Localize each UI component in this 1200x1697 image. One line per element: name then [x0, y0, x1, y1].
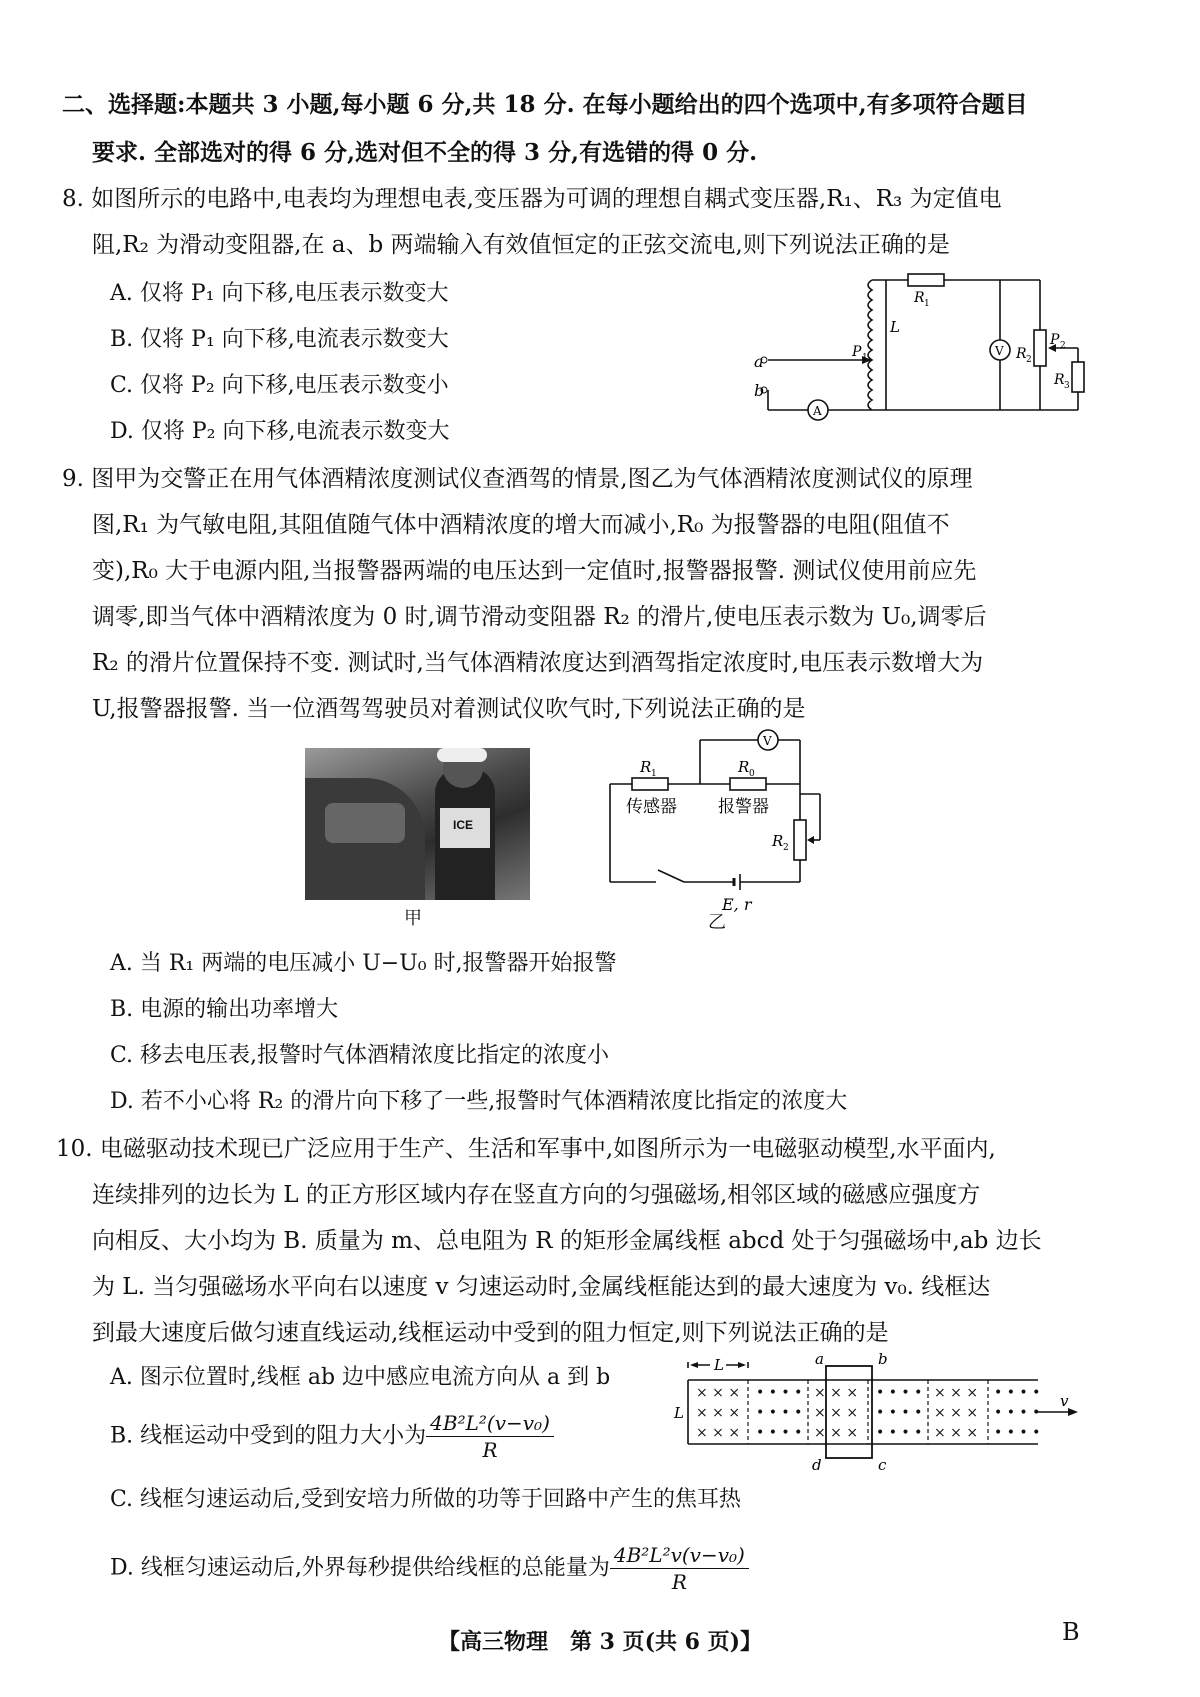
- q10-field-diagram: [668, 1352, 1088, 1472]
- svg-text:• • • •: • • • •: [994, 1385, 1041, 1401]
- q8-option-d[interactable]: D. 仅将 P₂ 向下移,电流表示数变大: [110, 419, 450, 444]
- q10-label-a: a: [815, 1350, 824, 1368]
- q8-circuit-diagram: [754, 272, 1080, 432]
- q9-stem-line3: 变),R₀ 大于电源内阻,当报警器两端的电压达到一定值时,报警器报警. 测试仪使用前应先: [92, 558, 977, 584]
- q10-label-L-left: L: [674, 1404, 684, 1422]
- q9-circuit-diagram: [600, 724, 830, 924]
- q8-ammeter-label: A: [813, 404, 822, 418]
- q10-option-d[interactable]: D. 线框匀速运动后,外界每秒提供给线框的总能量为 $\frac{\text{4B²L²v(v−v₀)}}{R}$: [110, 1542, 749, 1595]
- svg-text:E, r: E, r: [722, 895, 752, 914]
- q8-option-b[interactable]: B. 仅将 P₁ 向下移,电流表示数变大: [110, 327, 449, 352]
- svg-text:1: 1: [651, 769, 657, 779]
- svg-text:2: 2: [1026, 355, 1032, 365]
- svg-text:× × ×: × × ×: [814, 1385, 859, 1401]
- section-title-line1: 二、选择题:本题共 3 小题,每小题 6 分,共 18 分. 在每小题给出的四个选项中,有多项符合题目: [62, 91, 1028, 118]
- version-mark: B: [1062, 1618, 1080, 1646]
- q9-voltmeter-label: V: [763, 734, 772, 748]
- svg-text:× × ×: × × ×: [814, 1425, 859, 1441]
- q9-option-b[interactable]: B. 电源的输出功率增大: [110, 997, 339, 1022]
- q10-label-b: b: [878, 1350, 888, 1368]
- svg-text:× × ×: × × ×: [814, 1405, 859, 1421]
- svg-text:R: R: [772, 832, 784, 850]
- q10-stem-line3: 向相反、大小均为 B. 质量为 m、总电阻为 R 的矩形金属线框 abcd 处于匀强磁场中,ab 边长: [92, 1228, 1042, 1254]
- q9-stem-line6: U,报警器报警. 当一位酒驾驾驶员对着测试仪吹气时,下列说法正确的是: [92, 696, 806, 722]
- q9-option-a[interactable]: A. 当 R₁ 两端的电压减小 U−U₀ 时,报警器开始报警: [110, 951, 617, 976]
- q8-label-b: b: [754, 381, 765, 400]
- q10-option-b[interactable]: B. 线框运动中受到的阻力大小为 $\frac{\text{4B²L²(v−v₀)}}{R}$: [110, 1410, 554, 1463]
- q10-stem-line2: 连续排列的边长为 L 的正方形区域内存在竖直方向的匀强磁场,相邻区域的磁感应强度方: [92, 1182, 981, 1208]
- q10-stem-line5: 到最大速度后做匀速直线运动,线框运动中受到的阻力恒定,则下列说法正确的是: [92, 1320, 889, 1346]
- q9-stem-line5: R₂ 的滑片位置保持不变. 测试时,当气体酒精浓度达到酒驾指定浓度时,电压表示数增大为: [92, 650, 984, 676]
- svg-text:• • • •: • • • •: [994, 1405, 1041, 1421]
- q10-stem-line1: 10. 电磁驱动技术现已广泛应用于生产、生活和军事中,如图所示为一电磁驱动模型,水平面内,: [56, 1136, 996, 1162]
- q8-stem-line1: 8. 如图所示的电路中,电表均为理想电表,变压器为可调的理想自耦式变压器,R₁、R₃ 为定值电: [62, 186, 1002, 212]
- svg-text:× × ×: × × ×: [934, 1385, 979, 1401]
- svg-text:P: P: [1050, 332, 1060, 348]
- q10-stem-line4: 为 L. 当匀强磁场水平向右以速度 v 匀速运动时,金属线框能达到的最大速度为 v₀. 线框达: [92, 1274, 991, 1300]
- q9-sensor-label: 传感器: [626, 797, 677, 817]
- q9-stem-line1: 9. 图甲为交警正在用气体酒精浓度测试仪查酒驾的情景,图乙为气体酒精浓度测试仪的原理: [62, 466, 973, 492]
- q9-alarm-label: 报警器: [718, 797, 769, 817]
- svg-text:3: 3: [1064, 381, 1070, 391]
- svg-text:• • • •: • • • •: [756, 1425, 803, 1441]
- svg-text:• • • •: • • • •: [876, 1385, 923, 1401]
- q10-option-b-fraction: $\frac{\text{4B²L²(v−v₀)}}{R}$: [426, 1410, 554, 1463]
- svg-text:0: 0: [749, 769, 755, 779]
- q9-stem-line4: 调零,即当气体中酒精浓度为 0 时,调节滑动变阻器 R₂ 的滑片,使电压表示数为 U₀,调零后: [92, 604, 987, 630]
- svg-text:2: 2: [783, 843, 789, 853]
- svg-text:• • • •: • • • •: [756, 1385, 803, 1401]
- svg-text:1: 1: [862, 353, 868, 363]
- q9-stem-line2: 图,R₁ 为气敏电阻,其阻值随气体中酒精浓度的增大而减小,R₀ 为报警器的电阻(阻值不: [92, 512, 950, 538]
- q10-option-c[interactable]: C. 线框匀速运动后,受到安培力所做的功等于回路中产生的焦耳热: [110, 1487, 742, 1512]
- q8-stem-line2: 阻,R₂ 为滑动变阻器,在 a、b 两端输入有效值恒定的正弦交流电,则下列说法正确的是: [92, 232, 950, 258]
- q10-label-d: d: [812, 1456, 822, 1474]
- q9-option-c[interactable]: C. 移去电压表,报警时气体酒精浓度比指定的浓度小: [110, 1043, 610, 1068]
- svg-text:× × ×: × × ×: [696, 1405, 741, 1421]
- page-footer: 【高三物理 第 3 页(共 6 页)】: [437, 1629, 763, 1655]
- q10-label-v: v: [1060, 1392, 1069, 1410]
- q9-caption-yi: 乙: [708, 912, 726, 933]
- q8-option-c[interactable]: C. 仅将 P₂ 向下移,电压表示数变小: [110, 373, 449, 398]
- svg-text:P: P: [852, 344, 862, 360]
- svg-text:• • • •: • • • •: [876, 1425, 923, 1441]
- q8-r1-resistor: [908, 274, 944, 286]
- svg-text:× × ×: × × ×: [696, 1425, 741, 1441]
- q10-option-a[interactable]: A. 图示位置时,线框 ab 边中感应电流方向从 a 到 b: [110, 1365, 611, 1390]
- q8-voltmeter-label: V: [995, 344, 1004, 358]
- svg-text:R: R: [738, 758, 750, 776]
- svg-text:R: R: [1016, 346, 1027, 362]
- q8-option-a[interactable]: A. 仅将 P₁ 向下移,电压表示数变大: [110, 281, 449, 306]
- svg-text:L: L: [890, 318, 900, 336]
- q9-option-d[interactable]: D. 若不小心将 R₂ 的滑片向下移了一些,报警时气体酒精浓度比指定的浓度大: [110, 1089, 848, 1114]
- svg-text:× × ×: × × ×: [934, 1405, 979, 1421]
- svg-text:× × ×: × × ×: [934, 1425, 979, 1441]
- svg-text:• • • •: • • • •: [876, 1405, 923, 1421]
- svg-text:R: R: [1054, 372, 1065, 388]
- svg-text:R: R: [914, 290, 925, 306]
- svg-text:• • • •: • • • •: [994, 1425, 1041, 1441]
- q9-caption-jia: 甲: [404, 908, 422, 929]
- q8-label-a: a: [754, 352, 764, 371]
- q10-option-d-fraction: $\frac{\text{4B²L²v(v−v₀)}}{R}$: [610, 1542, 749, 1595]
- svg-text:2: 2: [1060, 341, 1066, 351]
- svg-text:R: R: [640, 758, 652, 776]
- svg-text:× × ×: × × ×: [696, 1385, 741, 1401]
- q10-label-c: c: [878, 1456, 887, 1474]
- q9-photo-police: ICE: [305, 748, 530, 900]
- svg-text:• • • •: • • • •: [756, 1405, 803, 1421]
- svg-text:1: 1: [924, 299, 930, 309]
- section-title-line2: 要求. 全部选对的得 6 分,选对但不全的得 3 分,有选错的得 0 分.: [92, 139, 758, 166]
- q10-label-L-top: L: [714, 1356, 724, 1374]
